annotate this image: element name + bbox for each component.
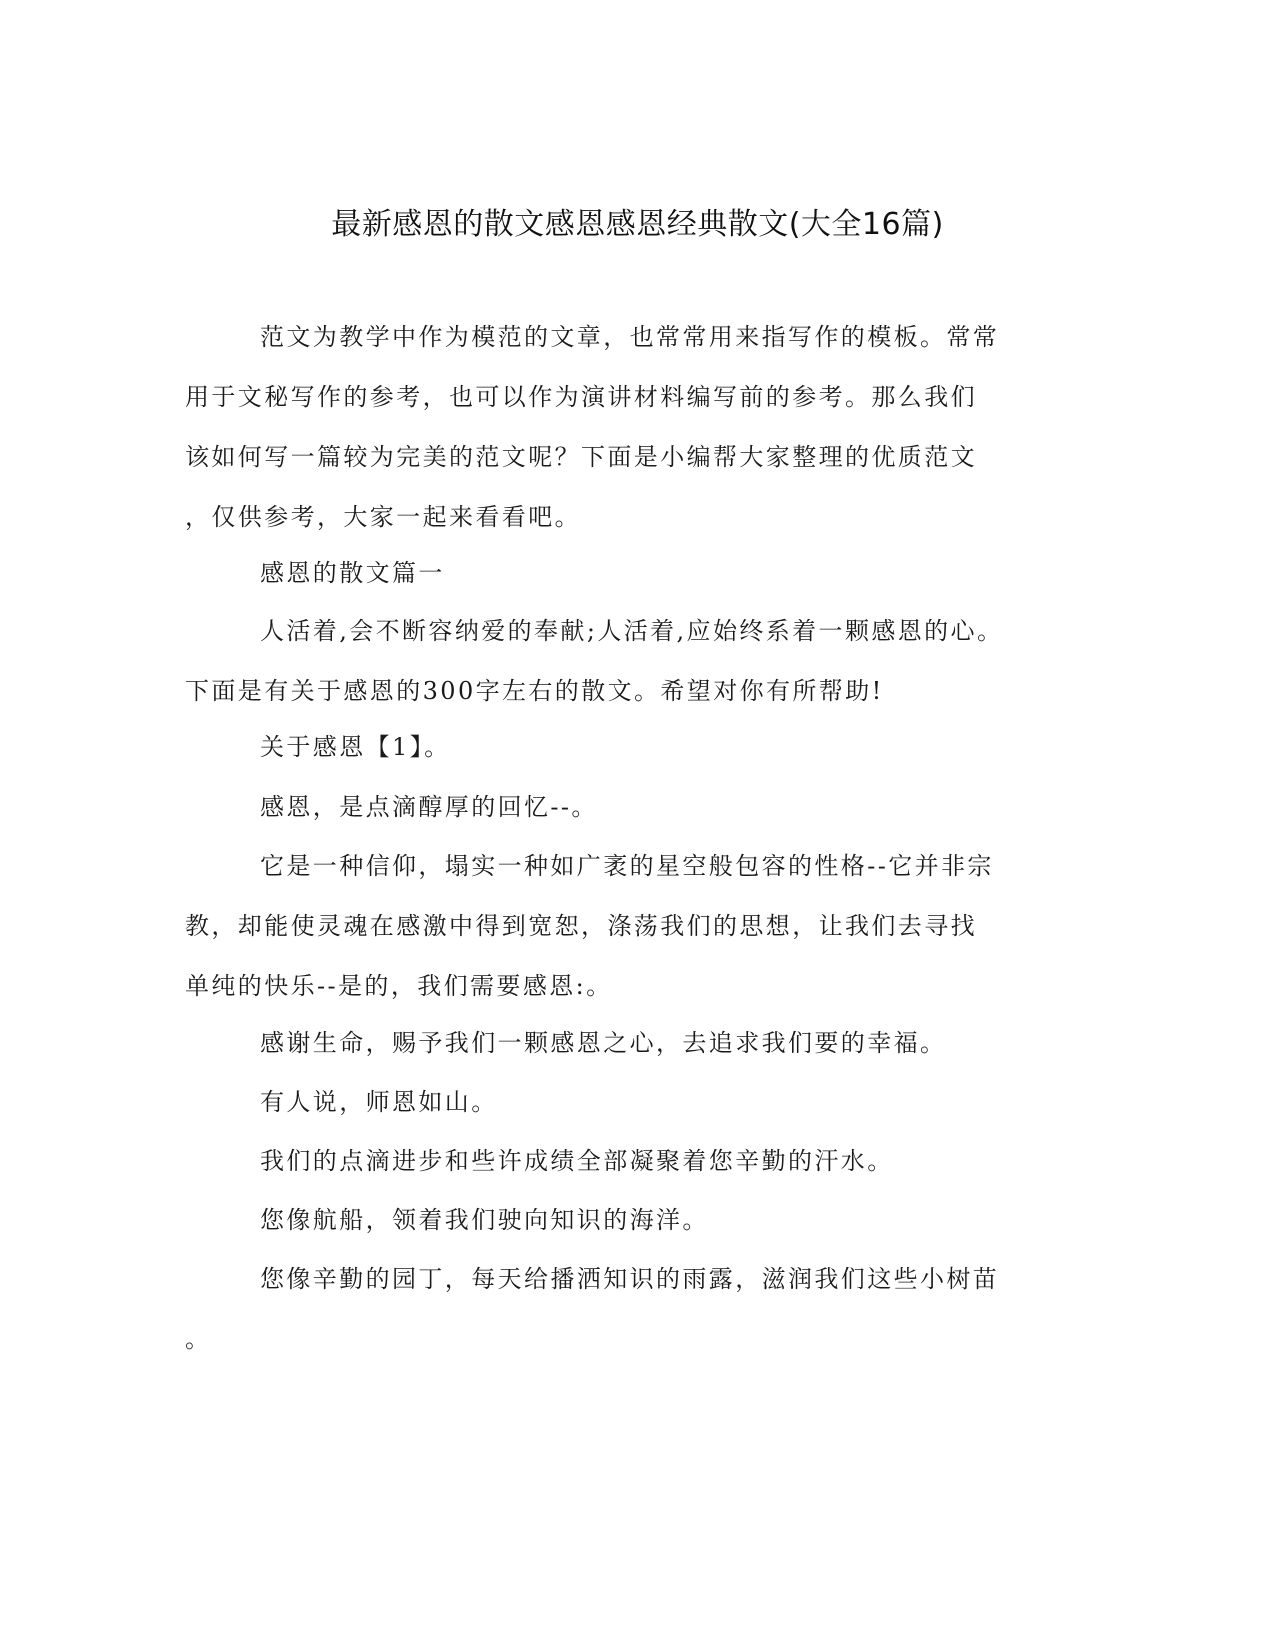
paragraph-line: 您像航船，领着我们驶向知识的海洋。 [260, 1206, 709, 1234]
paragraph-line: 感恩，是点滴醇厚的回忆--。 [260, 793, 598, 821]
paragraph-line: 教，却能使灵魂在感激中得到宽恕，涤荡我们的思想，让我们去寻找 [185, 912, 977, 940]
paragraph-line: 感谢生命，赐予我们一颗感恩之心，去追求我们要的幸福。 [260, 1029, 947, 1057]
paragraph-line: 人活着,会不断容纳爱的奉献;人活着,应始终系着一颗感恩的心。 [260, 617, 1004, 645]
paragraph-line: 用于文秘写作的参考，也可以作为演讲材料编写前的参考。那么我们 [185, 383, 977, 411]
section-heading [185, 543, 1065, 603]
body-paragraph [185, 1131, 1065, 1191]
paragraph-line: ，仅供参考，大家一起来看看吧。 [185, 503, 581, 531]
body-paragraph [185, 1190, 1065, 1250]
document-title: 最新感恩的散文感恩感恩经典散文(大全16篇) [331, 207, 944, 242]
body-paragraph [185, 1072, 1065, 1132]
body-paragraph [185, 777, 1065, 837]
paragraph-line: 它是一种信仰，塌实一种如广袤的星空般包容的性格--它并非宗 [260, 852, 994, 880]
intro-paragraph [185, 307, 1065, 547]
paragraph-line: 关于感恩【1】。 [260, 733, 451, 761]
paragraph-line: 我们的点滴进步和些许成绩全部凝聚着您辛勤的汗水。 [260, 1147, 894, 1175]
subheading-paragraph [185, 717, 1065, 777]
body-paragraph [185, 1249, 1065, 1369]
body-paragraph [185, 836, 1065, 1016]
paragraph-line: 单纯的快乐--是的，我们需要感恩:。 [185, 972, 613, 1000]
paragraph-line: 该如何写一篇较为完美的范文呢？下面是小编帮大家整理的优质范文 [185, 443, 977, 471]
paragraph-line: 。 [185, 1325, 212, 1353]
paragraph-line: 有人说，师恩如山。 [260, 1088, 498, 1116]
paragraph-line: 感恩的散文篇一 [260, 559, 445, 587]
paragraph-line: 您像辛勤的园丁，每天给播洒知识的雨露，滋润我们这些小树苗 [260, 1265, 1000, 1293]
body-paragraph [185, 601, 1065, 721]
paragraph-line: 范文为教学中作为模范的文章，也常常用来指写作的模板。常常 [260, 323, 1000, 351]
body-paragraph [185, 1013, 1065, 1073]
paragraph-line: 下面是有关于感恩的300字左右的散文。希望对你有所帮助! [185, 677, 884, 705]
